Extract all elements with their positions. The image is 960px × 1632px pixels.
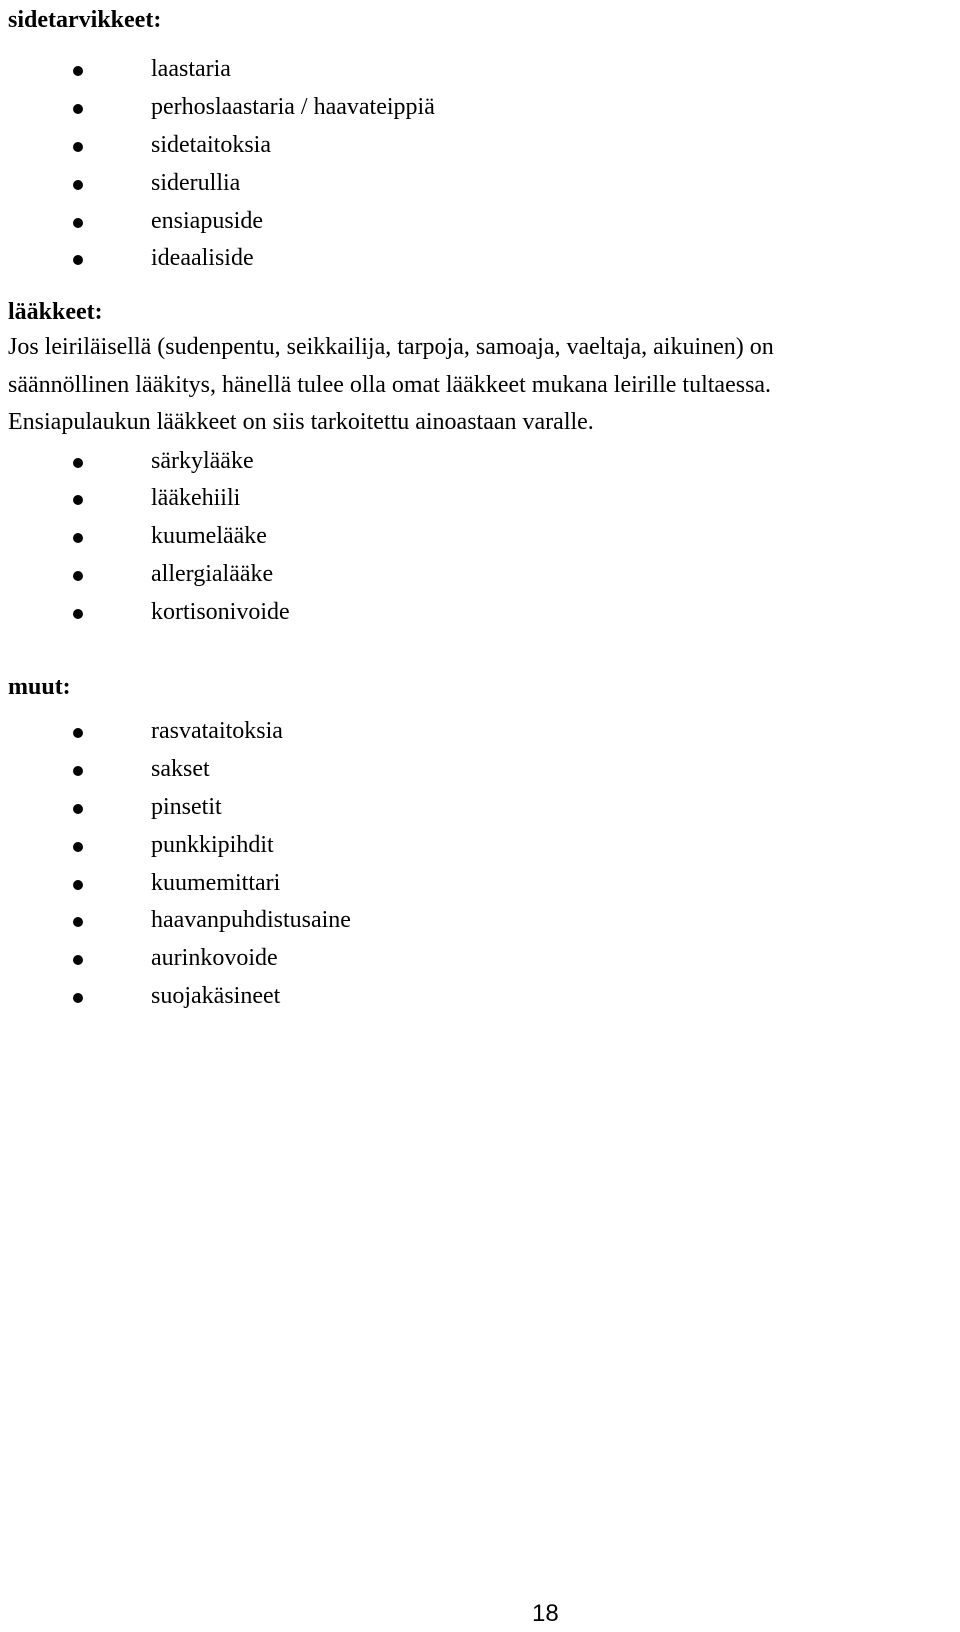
list-item-text: suojakäsineet: [151, 983, 281, 1010]
list-item: [8, 556, 956, 594]
list-item: [8, 518, 956, 556]
list-item: [8, 865, 956, 903]
section-muut: [8, 673, 956, 1016]
list-item-text: sakset: [151, 755, 210, 782]
list-item-text: laastaria: [151, 56, 231, 82]
list-item-text: kuumemittari: [151, 869, 281, 896]
list-item-text: sidetaitoksia: [151, 131, 271, 158]
list-item-text: rasvataitoksia: [151, 718, 283, 744]
bullet-icon: [73, 66, 83, 76]
list-item: [8, 594, 956, 632]
bullet-icon: [73, 609, 83, 619]
bullet-icon: [73, 842, 83, 852]
bullet-icon: [73, 728, 83, 738]
list-item: [8, 902, 956, 940]
bullet-icon: [73, 766, 83, 776]
list-item-text: allergialääke: [151, 561, 274, 588]
section-paragraph: [8, 329, 956, 442]
list-item: [8, 240, 956, 278]
list-item-text: kuumelääke: [151, 523, 267, 550]
list-item-text: lääkehiili: [151, 485, 241, 512]
list-item: [8, 203, 956, 241]
bullet-icon: [73, 533, 83, 543]
list-item: [8, 51, 956, 89]
bullet-icon: [73, 255, 83, 265]
list-item-text: ideaaliside: [151, 245, 254, 272]
list-item-text: ensiapuside: [151, 207, 263, 234]
list-item-text: haavanpuhdistusaine: [151, 907, 351, 934]
section-sidetarvikkeet: [8, 6, 956, 278]
list-item: [8, 940, 956, 978]
paragraph-line: säännöllinen lääkitys, hänellä tulee olla omat lääkkeet mukana leirille tultaessa.: [8, 371, 772, 398]
list-item-text: perhoslaastaria / haavateippiä: [151, 93, 435, 120]
section-heading: lääkkeet:: [8, 299, 103, 325]
bullet-icon: [73, 218, 83, 228]
list-item: [8, 827, 956, 865]
list-item-text: siderullia: [151, 169, 241, 196]
bullet-list: [8, 51, 956, 278]
list-item: [8, 789, 956, 827]
list-item: [8, 480, 956, 518]
bullet-icon: [73, 571, 83, 581]
section-heading: sidetarvikkeet:: [8, 7, 162, 33]
list-item-text: kortisonivoide: [151, 599, 290, 626]
list-item: [8, 127, 956, 165]
list-item: [8, 713, 956, 751]
bullet-icon: [73, 993, 83, 1003]
list-item: [8, 89, 956, 127]
paragraph-line: Jos leiriläisellä (sudenpentu, seikkailija, tarpoja, samoaja, vaeltaja, aikuinen) on: [8, 334, 774, 360]
bullet-list: [8, 713, 956, 1016]
bullet-list: [8, 443, 956, 632]
list-item: [8, 751, 956, 789]
bullet-icon: [73, 104, 83, 114]
section-laakkeet: [8, 298, 956, 632]
list-item-text: pinsetit: [151, 793, 222, 820]
list-item-text: aurinkovoide: [151, 945, 278, 972]
list-item: [8, 443, 956, 481]
list-item-text: punkkipihdit: [151, 831, 274, 858]
list-item: [8, 165, 956, 203]
section-heading: muut:: [8, 674, 71, 700]
paragraph-line: Ensiapulaukun lääkkeet on siis tarkoitettu ainoastaan varalle.: [8, 409, 594, 435]
bullet-icon: [73, 917, 83, 927]
list-item: [8, 978, 956, 1016]
bullet-icon: [73, 955, 83, 965]
page-number: 18: [532, 1600, 559, 1627]
bullet-icon: [73, 804, 83, 814]
bullet-icon: [73, 142, 83, 152]
bullet-icon: [73, 458, 83, 468]
bullet-icon: [73, 495, 83, 505]
bullet-icon: [73, 180, 83, 190]
list-item-text: särkylääke: [151, 447, 254, 474]
bullet-icon: [73, 880, 83, 890]
